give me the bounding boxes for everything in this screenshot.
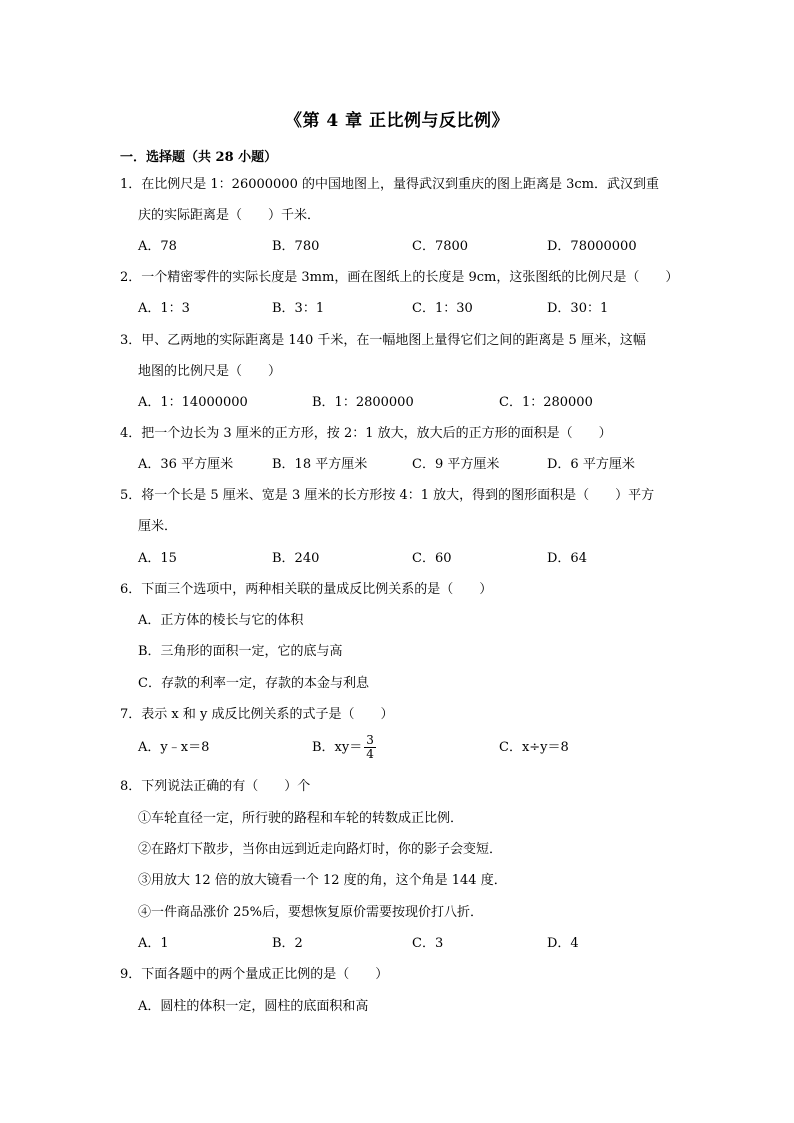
question-5-option-b: B．240: [272, 551, 320, 566]
question-6-option-a: A．正方体的棱长与它的体积: [138, 613, 304, 628]
question-2-text: 2．一个精密零件的实际长度是 3mm，画在图纸上的长度是 9cm，这张图纸的比例尺是（ ）: [120, 270, 679, 285]
question-4-option-a: A．36 平方厘米: [138, 457, 234, 472]
section-heading: 一．选择题（共 28 小题）: [120, 150, 278, 165]
question-6-option-c: C．存款的利率一定，存款的本金与利息: [138, 676, 369, 691]
question-4-option-c: C．9 平方厘米: [412, 457, 500, 472]
question-8-statement-4: ④一件商品涨价 25%后，要想恢复原价需要按现价打八折．: [138, 905, 484, 920]
question-3-option-c: C．1：280000: [499, 395, 593, 410]
question-5-text-cont: 厘米．: [138, 519, 178, 534]
question-1-option-d: D．78000000: [547, 239, 637, 254]
question-1-option-a: A．78: [138, 239, 177, 254]
question-8-option-b: B．2: [272, 936, 303, 951]
question-7-option-c: C．x÷y＝8: [499, 740, 569, 755]
question-5-option-c: C．60: [412, 551, 452, 566]
question-8-option-a: A．1: [138, 936, 169, 951]
fraction: [364, 734, 376, 761]
question-3-text-cont: 地图的比例尺是（ ）: [138, 364, 282, 379]
question-2-option-c: C．1：30: [412, 301, 473, 316]
question-8-option-d: D．4: [547, 936, 579, 951]
question-8-text: 8．下列说法正确的有（ ）个: [120, 779, 311, 794]
question-1-option-b: B．780: [272, 239, 320, 254]
question-7-option-b-prefix: B．xy＝: [312, 740, 363, 755]
question-1-text-cont: 庆的实际距离是（ ）千米．: [138, 208, 321, 223]
question-6-option-b: B．三角形的面积一定，它的底与高: [138, 644, 343, 659]
question-7-option-a: A．y﹣x＝8: [138, 740, 210, 755]
question-7-text: 7．表示 x 和 y 成反比例关系的式子是（ ）: [120, 707, 394, 722]
question-8-option-c: C．3: [412, 936, 444, 951]
fraction-denominator: 4: [366, 747, 374, 761]
question-8-statement-3: ③用放大 12 倍的放大镜看一个 12 度的角，这个角是 144 度．: [138, 873, 507, 888]
question-8-statement-1: ①车轮直径一定，所行驶的路程和车轮的转数成正比例．: [138, 811, 464, 826]
question-7-option-b: [312, 731, 376, 765]
question-5-option-a: A．15: [138, 551, 177, 566]
question-5-text: 5．将一个长是 5 厘米、宽是 3 厘米的长方形按 4：1 放大，得到的图形面积是（ ）平方: [120, 488, 655, 503]
question-2-option-b: B．3：1: [272, 301, 325, 316]
question-2-option-a: A．1：3: [138, 301, 190, 316]
question-9-option-a: A．圆柱的体积一定，圆柱的底面积和高: [138, 999, 369, 1014]
question-3-text: 3．甲、乙两地的实际距离是 140 千米，在一幅地图上量得它们之间的距离是 5 厘米，这幅: [120, 333, 646, 348]
question-4-option-d: D．6 平方厘米: [547, 457, 635, 472]
question-4-text: 4．把一个边长为 3 厘米的正方形，按 2：1 放大，放大后的正方形的面积是（ ）: [120, 426, 612, 441]
page-title: 《第 4 章 正比例与反比例》: [284, 111, 510, 131]
question-4-option-b: B．18 平方厘米: [272, 457, 368, 472]
question-2-option-d: D．30：1: [547, 301, 609, 316]
question-5-option-d: D．64: [547, 551, 587, 566]
question-1-option-c: C．7800: [412, 239, 469, 254]
fraction-numerator: 3: [366, 733, 374, 747]
question-6-text: 6．下面三个选项中，两种相关联的量成反比例关系的是（ ）: [120, 582, 493, 597]
question-8-statement-2: ②在路灯下散步，当你由远到近走向路灯时，你的影子会变短．: [138, 842, 503, 857]
question-3-option-b: B．1：2800000: [312, 395, 414, 410]
question-3-option-a: A．1：14000000: [138, 395, 248, 410]
question-9-text: 9．下面各题中的两个量成正比例的是（ ）: [120, 967, 389, 982]
question-1-text: 1．在比例尺是 1：26000000 的中国地图上，量得武汉到重庆的图上距离是 3cm．武汉到重: [120, 177, 659, 192]
